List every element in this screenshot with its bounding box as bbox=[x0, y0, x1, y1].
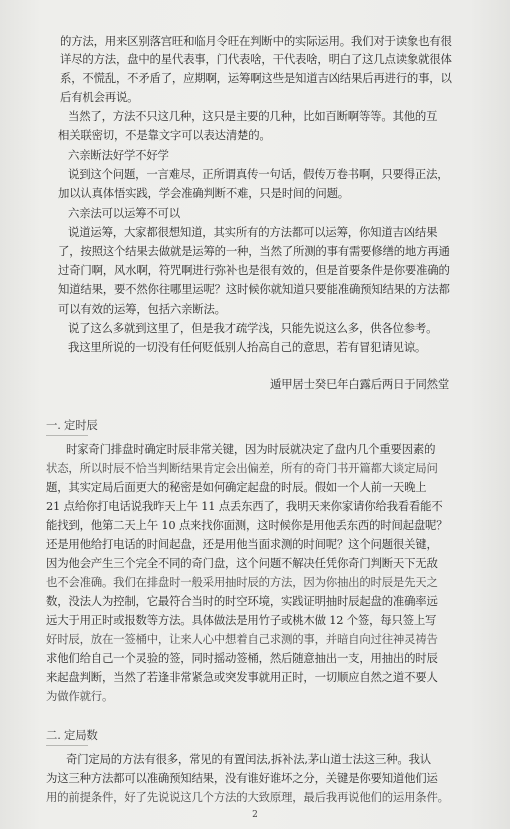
section1-line-12: 求他们给自己一个灵验的签，同时摇动签桶，然后随意抽出一支，用抽出的时辰 bbox=[46, 651, 438, 665]
section1-line-13: 来起盘判断，当然了若逢非常紧急或突发事就用正时，一切顺应自然之道不要人 bbox=[46, 670, 438, 684]
section1-heading: 一. 定时辰 bbox=[46, 418, 98, 432]
top-line-3: 系，不慌乱，不矛盾了，应期啊，运筹啊这些是知道吉凶结果后再进行的事，以 bbox=[60, 71, 452, 85]
top-line-2: 详尽的方法，盘中的星代表事，门代表啥，干代表啥，明白了这几点读象就很体 bbox=[60, 52, 452, 66]
page-number: 2 bbox=[252, 810, 258, 820]
section1-line-5: 能找到，他第二天上午 10 点来找你面测，这时候你是用他丢东西的时间起盘呢？ bbox=[46, 518, 448, 532]
top-line-14: 知道结果，要不然你往哪里运呢？这时候你就知道只要能准确预知结果的方法都 bbox=[58, 282, 450, 296]
section1-line-1: 时家奇门排盘时确定时辰非常关键，因为时辰就决定了盘内几个重要因素的 bbox=[66, 442, 436, 456]
section1-rule bbox=[46, 435, 88, 436]
top-line-12: 了，按照这个结果去做就是运筹的一种，当然了所测的事有需要修缮的地方再通 bbox=[58, 244, 450, 258]
section1-line-4: 21 点给你打电话说我昨天上午 11 点丢东西了，我明天来你家请你给我看看能不 bbox=[46, 499, 443, 513]
top-subheading-2: 六亲法可以运筹不可以 bbox=[68, 206, 180, 220]
top-line-11: 说道运筹，大家都很想知道，其实所有的方法都可以运筹，你知道吉凶结果 bbox=[68, 225, 438, 239]
section1-line-10: 远大于用正时或报数等方法。具体做法是用竹子或桃木做 12 个签，每只签上写 bbox=[46, 613, 437, 627]
top-line-15: 可以有效的运筹，包括六亲断法。 bbox=[58, 302, 226, 316]
section1-line-6: 还是用他给打电话的时间起盘，还是用他当面求测的时间呢？这个问题很关键， bbox=[46, 537, 438, 551]
section1-line-8: 也不会准确。我们在排盘时一般采用抽时辰的方法，因为你抽出的时辰是先天之 bbox=[46, 575, 438, 589]
section1-line-14: 为做作就行。 bbox=[46, 689, 114, 703]
top-line-1: 的方法，用来区别落宫旺和临月令旺在判断中的实际运用。我们对于读象也有很 bbox=[60, 34, 452, 48]
top-subheading-1: 六亲断法好学不好学 bbox=[68, 148, 169, 162]
section1-line-9: 数，没法人为控制，它最符合当时的时空环境，实践证明抽时辰起盘的准确率远 bbox=[46, 594, 438, 608]
section1-line-11: 好时辰，放在一签桶中，让来人心中想着自己求测的事，并暗自向过往神灵祷告 bbox=[46, 632, 438, 646]
top-line-8: 说到这个问题，一言难尽，正所谓真传一句话，假传万卷书啊，只要得正法， bbox=[68, 167, 449, 181]
section1-line-3: 题，其实定局后面更大的秘密是如何确定起盘的时辰。假如一个人前一天晚上 bbox=[46, 480, 427, 494]
section2-heading: 二. 定局数 bbox=[46, 728, 98, 742]
top-line-13: 过奇门啊，风水啊，符咒啊进行弥补也是很有效的，但是首要条件是你要准确的 bbox=[58, 263, 450, 277]
signature: 遁甲居士癸巳年白露后两日于同然堂 bbox=[270, 377, 450, 391]
top-line-17: 我这里所说的一切没有任何贬低别人抬高自己的意思，若有冒犯请见谅。 bbox=[68, 340, 427, 354]
top-line-6: 相关联密切，不是靠文字可以表达清楚的。 bbox=[58, 128, 271, 142]
section2-rule bbox=[46, 745, 88, 746]
top-line-4: 后有机会再说。 bbox=[60, 90, 139, 104]
section1-line-7: 因为他会产生三个完全不同的奇门盘，这个问题不解决任凭你奇门判断天下无敌 bbox=[46, 556, 438, 570]
section1-line-2: 状态，所以时辰不恰当判断结果肯定会出偏差，所有的奇门书开篇都大谈定局问 bbox=[46, 461, 438, 475]
section2-line-1: 奇门定局的方法有很多，常见的有置闰法,拆补法,茅山道士法这三种。我认 bbox=[66, 752, 431, 766]
section2-line-2: 为这三种方法都可以准确预知结果，没有谁好谁坏之分，关键是你要知道他们运 bbox=[46, 771, 438, 785]
top-line-5: 当然了，方法不只这几种，这只是主要的几种，比如百断啊等等。其他的互 bbox=[68, 109, 438, 123]
top-line-16: 说了这么多就到这里了，但是我才疏学浅，只能先说这么多，供各位参考。 bbox=[68, 321, 438, 335]
section2-line-3: 用的前提条件，好了先说说这几个方法的大致原理，最后我再说他们的运用条件。 bbox=[46, 790, 449, 804]
top-line-9: 加以认真体悟实践，学会准确判断不难，只是时间的问题。 bbox=[58, 186, 349, 200]
